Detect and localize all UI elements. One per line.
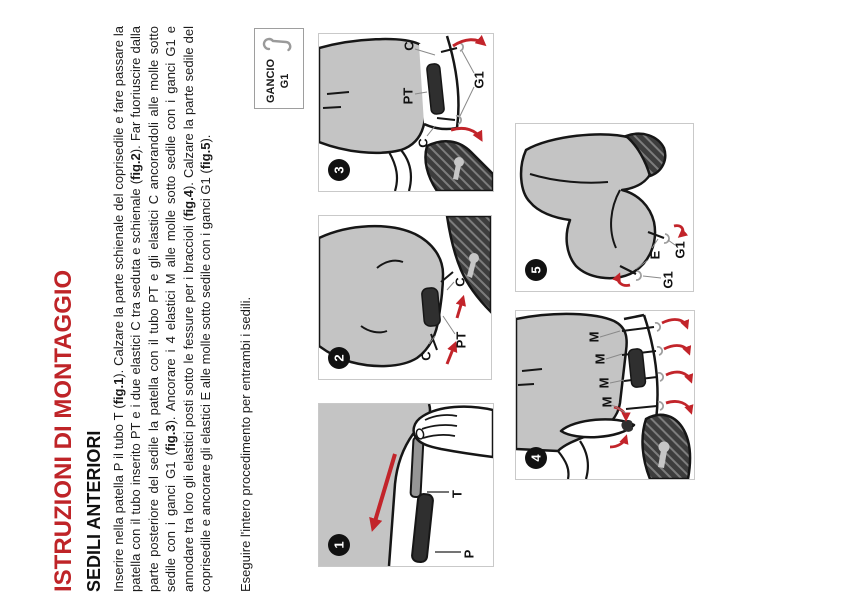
label-c-bottom: C — [415, 138, 431, 148]
figure-4-number: 4 — [528, 454, 544, 462]
section-subtitle: SEDILI ANTERIORI — [84, 430, 104, 592]
label-m1: M — [586, 331, 602, 343]
instructions-paragraph: Inserire nella patella P il tubo T (fig.1). Calzare la parte schienale del coprisedile e fare passare la patella con il tubo inserito PT e i due elastici C tra seduta e schienale (fig.2). Far fuoriuscire dalla parte posteriore del sedile la patella con il tubo PT e gli elastici C ancorandoli alle molle sotto sedile con i ganci G1 (fig.3). Ancorare i 4 elastici M alle molle sotto sedile con i ganci G1 e annodare tra loro gli elastici posti sotto le fessure per i braccioli (fig.4). Calzare la parte sedile del coprisedile e ancorare gli elastici E alle molle sotto sedile con i ganci G1 (fig.5). — [111, 25, 214, 592]
gancio-label: GANCIO — [265, 59, 278, 103]
hand — [414, 407, 493, 457]
figure-3-box — [318, 33, 494, 192]
label-c-top: C — [401, 41, 417, 51]
back-panel-band — [622, 315, 663, 421]
label-m3: M — [596, 377, 612, 389]
figure-4-illustration — [516, 311, 694, 479]
covered-seat-shape — [521, 134, 655, 278]
red-arrow-top — [457, 298, 463, 318]
patella-pt-bar — [421, 287, 440, 326]
red-arrow-1 — [662, 320, 687, 327]
figure-3-number: 3 — [331, 166, 347, 174]
keyhole-slot — [469, 253, 479, 263]
figure-1-illustration — [319, 404, 493, 566]
striped-cushion — [425, 141, 493, 191]
label-pt: PT — [453, 331, 469, 349]
label-e: E — [647, 250, 663, 260]
gancio-code: G1 — [279, 73, 291, 89]
patella-pt-bar — [628, 348, 646, 387]
label-t: T — [449, 490, 465, 498]
page-title: ISTRUZIONI DI MONTAGGIO — [50, 269, 77, 592]
tube-t — [410, 437, 423, 497]
figure-5-illustration — [516, 124, 693, 291]
figure-2-illustration — [319, 216, 491, 379]
figure-3-illustration — [319, 34, 493, 191]
striped-cushion — [643, 415, 690, 479]
hook-icon — [262, 36, 296, 54]
red-arrow-top — [453, 40, 484, 46]
patella-p — [411, 493, 433, 562]
red-arrow-bottom — [451, 128, 481, 139]
figure-2-box — [318, 215, 492, 380]
label-pt: PT — [400, 87, 416, 105]
label-c-bottom: C — [418, 351, 434, 361]
label-m2: M — [592, 353, 608, 365]
figure-2-number: 2 — [331, 354, 347, 362]
figure-1-number: 1 — [331, 541, 347, 549]
label-c-top: C — [452, 277, 468, 287]
label-g1-bottom: G1 — [660, 271, 676, 289]
label-g1-top: G1 — [672, 241, 688, 259]
back-panel-band — [419, 36, 463, 129]
red-arrow-slot-bottom — [610, 437, 626, 447]
red-arrow-top — [674, 226, 683, 236]
footer-note: Eseguire l'intero procedimento per entrambi i sedili. — [238, 296, 253, 592]
gancio-labels — [265, 59, 293, 103]
figure-5-number: 5 — [528, 266, 544, 274]
striped-seat-side — [447, 216, 491, 312]
label-p: P — [461, 549, 477, 559]
figure-4-box — [515, 310, 695, 480]
figure-5-box — [515, 123, 694, 292]
red-arrow-3 — [666, 372, 691, 381]
label-g1: G1 — [471, 71, 487, 89]
gancio-legend-box — [254, 28, 304, 109]
red-arrow-2 — [664, 346, 689, 353]
red-arrow-4 — [666, 401, 691, 412]
label-m4: M — [599, 396, 615, 408]
figure-1-box — [318, 403, 494, 567]
